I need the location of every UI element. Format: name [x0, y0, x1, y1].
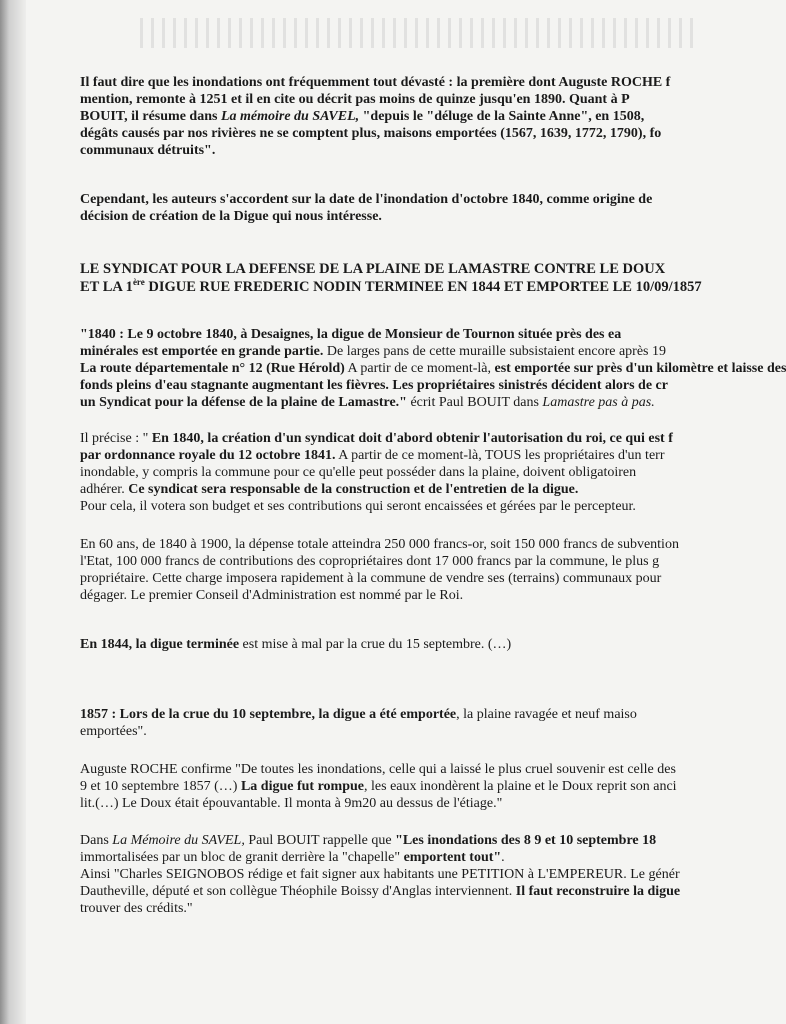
text-span: un Syndicat pour la défense de la plaine de Lamastre." — [80, 395, 407, 410]
scan-artifact — [140, 18, 700, 48]
text-line: En 60 ans, de 1840 à 1900, la dépense totale atteindra 250 000 francs-or, soit 150 000 francs de subvention — [80, 537, 679, 552]
text-span: écrit Paul BOUIT dans — [406, 395, 543, 410]
text-span: 9 et 10 septembre 1857 (…) — [80, 779, 241, 794]
text-line: décision de création de la Digue qui nous intéresse. — [80, 209, 382, 224]
text-span: Il précise : " — [80, 431, 152, 446]
text-span: , les eaux inondèrent la plaine et le Doux reprit son anci — [364, 779, 677, 794]
text-span: est mise à mal par la crue du 15 septembre. (…) — [239, 637, 512, 652]
scan-page-edge — [0, 0, 26, 1024]
text-line: Ainsi "Charles SEIGNOBOS rédige et fait signer aux habitants une PETITION à L'EMPEREUR. Le génér — [80, 867, 680, 882]
text-line: inondable, y compris la commune pour ce qu'elle peut posséder dans la plaine, doivent obligatoiren — [80, 465, 637, 480]
text-span: En 1840, la création d'un syndicat doit d'abord obtenir l'autorisation du roi, ce qui est f — [151, 431, 673, 446]
text-line: emportées". — [80, 724, 147, 739]
text-line — [80, 108, 644, 125]
text-span: ET LA 1 — [80, 279, 133, 295]
text-span: A partir de ce moment-là, TOUS les propriétaires d'un terr — [335, 448, 665, 463]
text-line — [80, 343, 666, 360]
book-title: Lamastre pas à pas. — [542, 395, 655, 410]
text-line: fonds pleins d'eau stagnante augmentant les fièvres. Les propriétaires sinistrés décident alors de cr — [80, 378, 668, 393]
text-span: "depuis le "déluge de la Sainte Anne", en 1508, — [359, 109, 645, 124]
text-span: Ce syndicat sera responsable de la construction et de l'entretien de la digue. — [128, 482, 579, 497]
text-span: Il faut reconstruire la digue — [515, 884, 681, 899]
text-line: Pour cela, il votera son budget et ses contributions qui seront encaissées et gérées par le percepteur. — [80, 499, 636, 514]
text-line: Cependant, les auteurs s'accordent sur la date de l'inondation d'octobre 1840, comme origine de — [80, 192, 653, 207]
book-title: La Mémoire du SAVEL, — [112, 833, 245, 848]
text-line: communaux détruits". — [80, 143, 216, 158]
text-line — [80, 447, 665, 464]
text-span: adhérer. — [80, 482, 129, 497]
text-span: Dans — [80, 833, 113, 848]
text-span: . — [501, 850, 505, 865]
text-span: La digue fut rompue — [240, 779, 365, 794]
text-span: De larges pans de cette muraille subsistaient encore après 19 — [323, 344, 666, 359]
text-line: Auguste ROCHE confirme "De toutes les inondations, celle qui a laissé le plus cruel souvenir est celle des — [80, 762, 676, 777]
text-span: BOUIT, il résume dans — [80, 109, 221, 124]
text-span: A partir de ce moment-là, — [344, 361, 495, 376]
text-line — [80, 849, 505, 866]
text-line — [80, 832, 656, 849]
book-title: La mémoire du SAVEL, — [220, 109, 360, 124]
superscript: ère — [132, 277, 145, 288]
text-span: 1857 : Lors de la crue du 10 septembre, la digue a été emportée — [80, 707, 457, 722]
text-span: est emportée sur près d'un kilomètre et laisse des — [494, 361, 786, 376]
text-line: "1840 : Le 9 octobre 1840, à Desaignes, la digue de Monsieur de Tournon située près des ea — [80, 327, 622, 342]
text-span: En 1844, la digue terminée — [80, 637, 240, 652]
text-span: Dautheville, député et son collègue Théophile Boissy d'Anglas interviennent. — [80, 884, 516, 899]
text-span: par ordonnance royale du 12 octobre 1841. — [80, 448, 336, 463]
text-span: minérales est emportée en grande partie. — [80, 344, 324, 359]
text-span: DIGUE RUE FREDERIC NODIN TERMINEE EN 1844 ET EMPORTEE LE 10/09/1857 — [144, 279, 702, 295]
text-line — [80, 883, 680, 900]
title-line: LE SYNDICAT POUR LA DEFENSE DE LA PLAINE DE LAMASTRE CONTRE LE DOUX — [80, 261, 666, 277]
text-span: immortalisées par un bloc de granit derrière la "chapelle" — [80, 850, 404, 865]
text-line — [80, 706, 637, 723]
text-line — [80, 778, 677, 795]
text-span: emportent tout" — [403, 850, 502, 865]
title-line — [80, 278, 702, 297]
text-line — [80, 430, 673, 447]
text-line — [80, 636, 511, 653]
text-line: dégâts causés par nos rivières ne se comptent plus, maisons emportées (1567, 1639, 1772, 1790), fo — [80, 126, 662, 141]
text-span: Paul BOUIT rappelle que — [244, 833, 396, 848]
text-line: propriétaire. Cette charge imposera rapidement à la commune de vendre ses (terrains) communaux pour — [80, 571, 662, 586]
text-line — [80, 394, 655, 411]
text-line: trouver des crédits." — [80, 901, 193, 916]
text-span: "Les inondations des 8 9 et 10 septembre 18 — [395, 833, 657, 848]
text-span: , la plaine ravagée et neuf maiso — [456, 707, 637, 722]
text-line: lit.(…) Le Doux était épouvantable. Il monta à 9m20 au dessus de l'étiage." — [80, 796, 503, 811]
text-line — [80, 481, 578, 498]
text-span: La route départementale n° 12 (Rue Hérold) — [80, 361, 345, 376]
text-line: l'Etat, 100 000 francs de contributions des copropriétaires dont 17 000 francs par la commune, le plus g — [80, 554, 660, 569]
text-line: mention, remonte à 1251 et il en cite ou décrit pas moins de quinze jusqu'en 1890. Quant à P — [80, 92, 630, 107]
text-line: Il faut dire que les inondations ont fréquemment tout dévasté : la première dont Auguste ROCHE f — [80, 75, 671, 90]
text-line: dégager. Le premier Conseil d'Administration est nommé par le Roi. — [80, 588, 464, 603]
text-line — [80, 360, 786, 377]
